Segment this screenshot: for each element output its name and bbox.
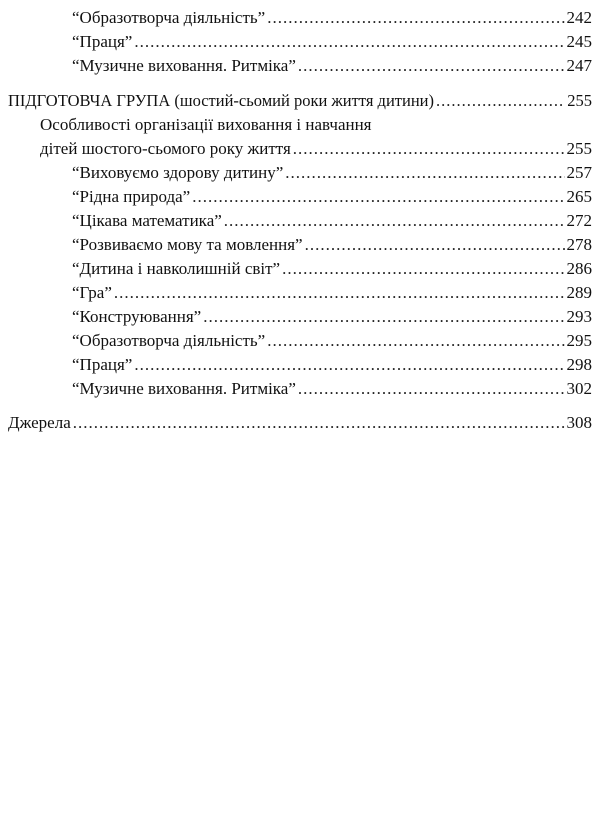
toc-sources-title: Джерела [8, 413, 71, 432]
toc-entry-title: “Цікава математика” [72, 211, 222, 230]
toc-section[interactable] [40, 137, 592, 161]
toc-entry-page: 278 [566, 235, 592, 254]
dot-leader [114, 281, 565, 305]
dot-leader [293, 137, 565, 161]
dot-leader [436, 89, 565, 113]
toc-entry-title: “Образотворча діяльність” [72, 8, 266, 27]
toc-entry-page: 298 [566, 355, 592, 374]
toc-sources-page: 308 [566, 413, 592, 432]
toc-section-title-line2: дітей шостого-сьомого року життя [40, 139, 291, 158]
dot-leader [134, 353, 564, 377]
toc-group-heading[interactable] [8, 89, 592, 113]
toc-entry[interactable] [72, 54, 592, 78]
toc-section-page: 255 [566, 139, 592, 158]
toc-entry-page: 265 [566, 187, 592, 206]
toc-entry-page: 295 [566, 331, 592, 350]
toc-entry[interactable] [72, 353, 592, 377]
toc-entry-title: “Образотворча діяльність” [72, 331, 266, 350]
dot-leader [282, 257, 564, 281]
dot-leader [267, 6, 564, 30]
toc-sources-entry[interactable] [8, 411, 592, 435]
toc-entry-title: “Праця” [72, 32, 133, 51]
toc-entry-title: “Музичне виховання. Ритміка” [72, 56, 296, 75]
toc-entry-page: 272 [566, 211, 592, 230]
dot-leader [285, 161, 564, 185]
dot-leader [305, 233, 565, 257]
toc-group-title: ПІДГОТОВЧА ГРУПА (шостий-сьомий роки життя дитини) [8, 91, 434, 110]
toc-entry[interactable] [72, 377, 592, 401]
toc-entry-page: 245 [566, 32, 592, 51]
toc-entry[interactable] [72, 209, 592, 233]
toc-entry-page: 293 [566, 307, 592, 326]
toc-entry-page: 286 [566, 259, 592, 278]
toc-entry-page: 257 [566, 163, 592, 182]
toc-entry[interactable] [72, 233, 592, 257]
dot-leader [134, 30, 564, 54]
toc-entry[interactable] [72, 329, 592, 353]
dot-leader [298, 54, 565, 78]
toc-entry[interactable] [72, 281, 592, 305]
dot-leader [298, 377, 565, 401]
toc-entry[interactable] [72, 185, 592, 209]
toc-entry-page: 289 [566, 283, 592, 302]
toc-entry-page: 242 [566, 8, 592, 27]
toc-entry[interactable] [72, 6, 592, 30]
toc-entry-title: “Музичне виховання. Ритміка” [72, 379, 296, 398]
toc-entry-title: “Рідна природа” [72, 187, 191, 206]
toc-entry-page: 247 [566, 56, 592, 75]
toc-entry[interactable] [72, 305, 592, 329]
dot-leader [192, 185, 564, 209]
dot-leader [203, 305, 564, 329]
toc-entry[interactable] [72, 161, 592, 185]
toc-entry-page: 302 [566, 379, 592, 398]
dot-leader [224, 209, 565, 233]
toc-entry-title: “Конструювання” [72, 307, 202, 326]
toc-entry-title: “Гра” [72, 283, 112, 302]
dot-leader [73, 411, 565, 435]
toc-group-page: 255 [567, 91, 592, 110]
toc-entry-title: “Праця” [72, 355, 133, 374]
toc-entry[interactable] [72, 257, 592, 281]
toc-section-title-line1: Особливості організації виховання і навчання [40, 115, 372, 134]
dot-leader [267, 329, 564, 353]
toc-entry-title: “Дитина і навколишній світ” [72, 259, 281, 278]
toc-entry-title: “Розвиваємо мову та мовлення” [72, 235, 303, 254]
toc-entry[interactable] [72, 30, 592, 54]
toc-entry-title: “Виховуємо здорову дитину” [72, 163, 284, 182]
